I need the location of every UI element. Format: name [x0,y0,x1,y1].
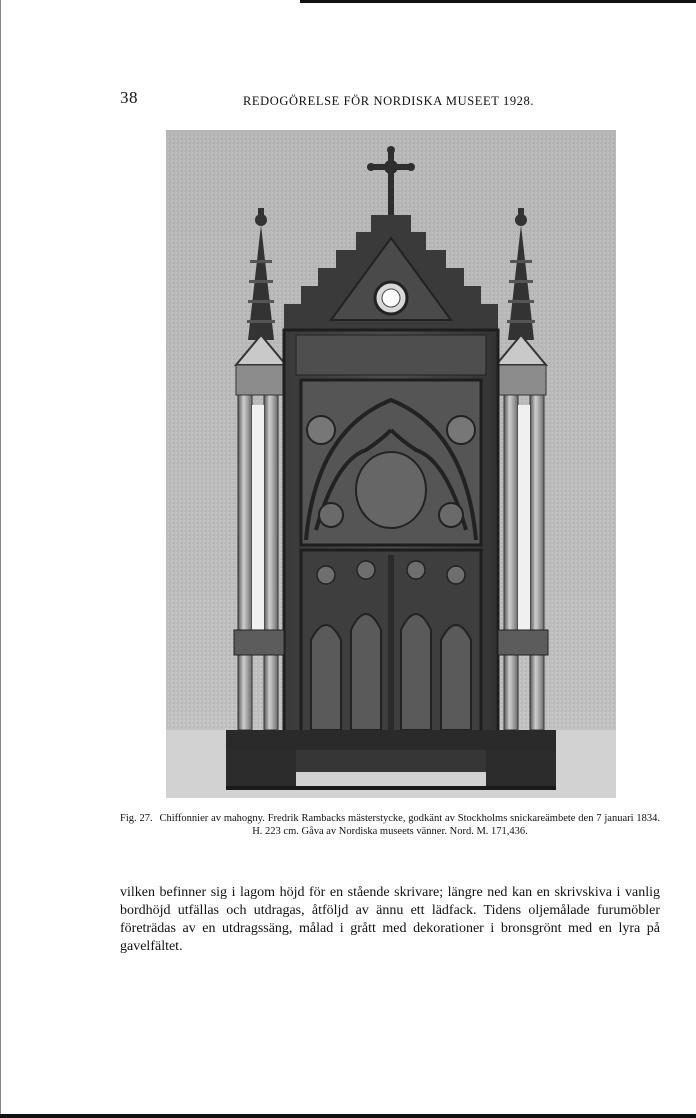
caption-figure-label: Fig. 27. [120,813,153,824]
page-number: 38 [120,88,138,107]
scan-edge-bottom [0,1114,696,1118]
figure-photograph [166,130,616,798]
figure-caption [120,812,660,838]
running-title: REDOGÖRELSE FÖR NORDISKA MUSEET 1928. [243,94,535,108]
caption-text: Chiffonnier av mahogny. Fredrik Rambacks mästerstycke, godkänt av Stockholms snickareämbete den 7 januari 1834. H. 223 cm. Gåva av Nordiska museets vänner. Nord. M. 171,436. [159,813,660,837]
scan-edge-top [300,0,696,3]
chiffonnier-photo [166,130,616,798]
body-paragraph: vilken befinner sig i lagom höjd för en stående skrivare; längre ned kan en skrivskiva i vanlig bordhöjd utfällas och utdragas, åtföljd av ännu ett lädfack. Tidens oljemålade furumöbler företrädas av en utdragssäng, målad i grått med dekorationer i bronsgrönt med en lyra på gavelfältet. [120,885,660,954]
scan-edge-left [0,0,1,1118]
